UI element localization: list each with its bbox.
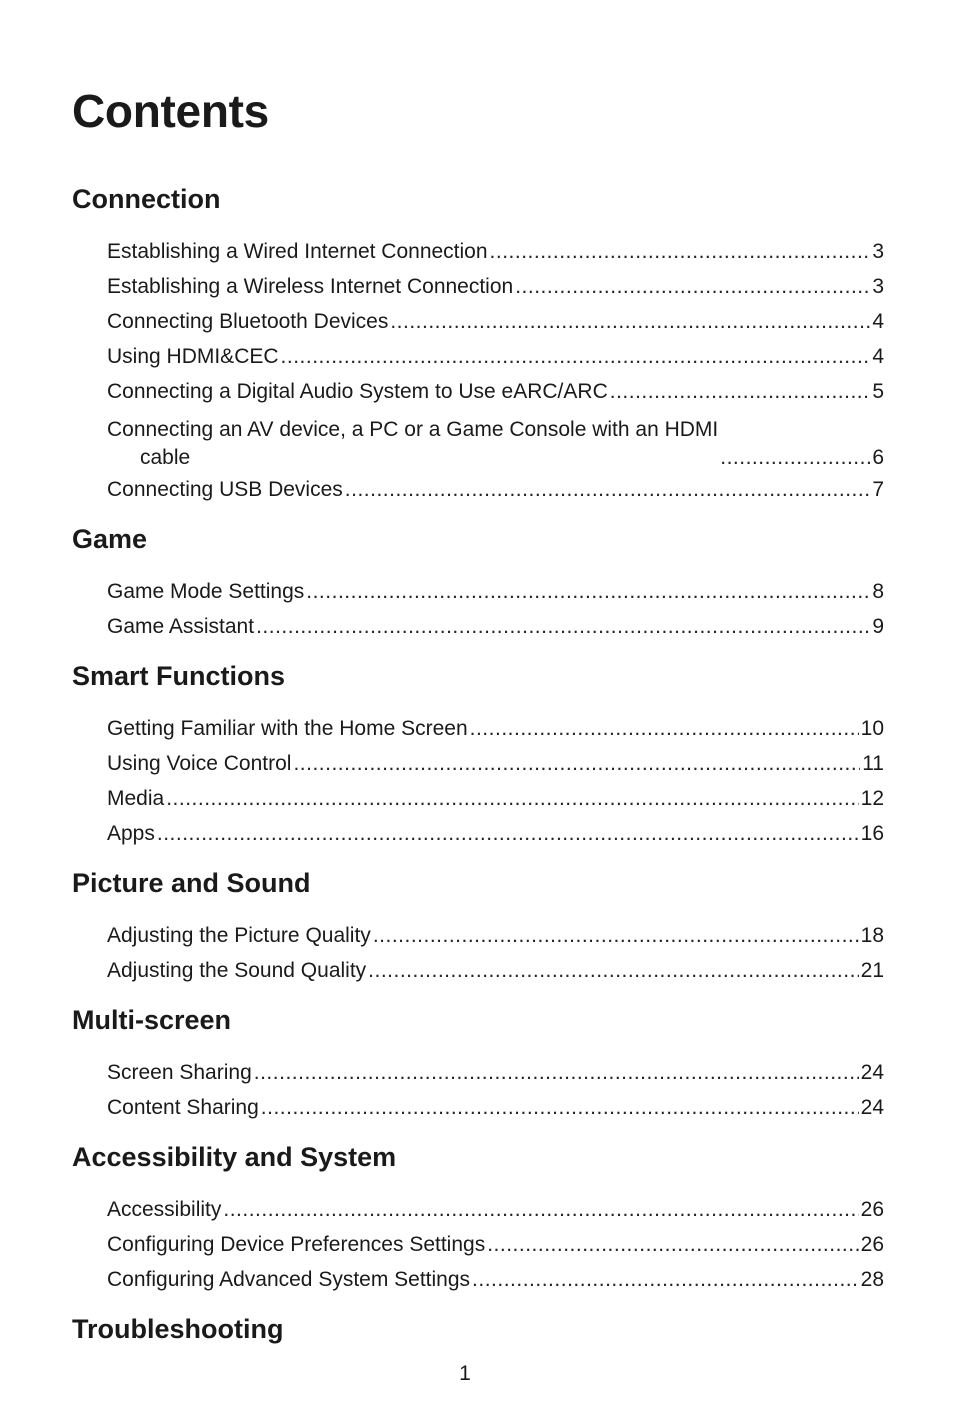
section-title: Troubleshooting [72,1314,284,1344]
section-title: Multi-screen [72,1005,232,1035]
dot-leader [470,711,859,746]
toc-entry-page: 26 [860,1198,884,1221]
toc-section [72,180,884,507]
section-gap [72,988,884,1001]
toc-entry[interactable] [107,609,884,644]
page-number: 1 [459,1362,471,1385]
toc-entry-page: 5 [872,380,884,403]
section-title: Game [72,524,148,554]
toc-section [72,657,884,851]
dot-leader [720,444,870,472]
dot-leader [472,1262,859,1297]
toc-entry[interactable] [107,339,884,374]
dot-leader [166,781,858,816]
toc-entry-page: 9 [872,615,884,638]
dot-leader [515,269,870,304]
section-title: Accessibility and System [72,1142,397,1172]
toc-entry[interactable] [107,1262,884,1297]
dot-leader [487,1227,858,1262]
toc-entry-page: 24 [860,1061,884,1084]
toc-entry-label: Configuring Advanced System Settings [107,1268,471,1291]
toc-section [72,864,884,988]
table-of-contents [72,180,884,1364]
toc-entry-page: 6 [872,446,884,469]
toc-entry[interactable] [107,711,884,746]
dot-leader [256,609,870,644]
toc-entry[interactable] [107,234,884,269]
section-gap [72,1125,884,1138]
toc-entry-page: 12 [860,787,884,810]
toc-entry-label: Connecting Bluetooth Devices [107,310,389,333]
toc-entry[interactable] [107,1055,884,1090]
section-gap [72,851,884,864]
dot-leader [390,304,870,339]
toc-entry[interactable] [107,1227,884,1262]
toc-entry-page: 3 [872,240,884,263]
page-title: Contents [72,85,269,137]
toc-entry-label: Game Assistant [107,615,255,638]
toc-entry-page: 28 [860,1268,884,1291]
section-gap [72,1297,884,1310]
toc-entry-label: Using Voice Control [107,752,292,775]
toc-entry-label: Establishing a Wired Internet Connection [107,240,488,263]
toc-entry-page: 10 [860,717,884,740]
toc-entry-page: 24 [860,1096,884,1119]
toc-entry[interactable] [107,574,884,609]
toc-section [72,1001,884,1125]
dot-leader [281,339,871,374]
dot-leader [254,1055,859,1090]
toc-entry[interactable] [107,374,884,409]
section-gap [72,507,884,520]
dot-leader [293,746,860,781]
toc-entry-label-line: Connecting an AV device, a PC or a Game Console with an HDMI [107,418,719,441]
toc-entry-label-continuation: cable [140,446,191,469]
toc-entry-label: Screen Sharing [107,1061,252,1084]
toc-entry-label: Media [107,787,165,810]
section-title: Connection [72,184,221,214]
toc-section [72,1138,884,1297]
dot-leader [345,472,871,507]
toc-entry[interactable] [107,1192,884,1227]
dot-leader [223,1192,858,1227]
toc-entry[interactable] [107,781,884,816]
toc-entry-page: 8 [872,580,884,603]
toc-entry-label: Apps [107,822,155,845]
toc-entry-label: Adjusting the Sound Quality [107,959,367,982]
toc-entry-label: Using HDMI&CEC [107,345,279,368]
toc-entry[interactable] [107,1090,884,1125]
toc-section [72,520,884,644]
section-gap [72,644,884,657]
dot-leader [610,374,871,409]
toc-entry-page: 26 [860,1233,884,1256]
toc-entry-page: 4 [872,310,884,333]
toc-section [72,1310,884,1348]
dot-leader [306,574,870,609]
toc-entry-label: Getting Familiar with the Home Screen [107,717,468,740]
toc-entry-label: Establishing a Wireless Internet Connection [107,275,514,298]
toc-entry[interactable] [107,746,884,781]
dot-leader [261,1090,859,1125]
toc-entry-page: 18 [860,924,884,947]
toc-entry-label: Connecting a Digital Audio System to Use eARC/ARC [107,380,608,403]
toc-entry-label: Accessibility [107,1198,222,1221]
toc-entry[interactable] [107,816,884,851]
dot-leader [368,953,858,988]
toc-entry-page: 7 [872,478,884,501]
toc-entry[interactable] [107,269,884,304]
dot-leader [490,234,871,269]
toc-entry[interactable] [107,918,884,953]
toc-entry-page: 4 [872,345,884,368]
toc-entry-page: 3 [872,275,884,298]
toc-entry-label [107,416,718,472]
dot-leader [157,816,859,851]
toc-entry-label: Connecting USB Devices [107,478,343,501]
toc-entry-label: Content Sharing [107,1096,259,1119]
toc-entry[interactable] [107,304,884,339]
toc-entry-label: Adjusting the Picture Quality [107,924,371,947]
section-title: Picture and Sound [72,868,311,898]
toc-entry[interactable] [107,953,884,988]
toc-entry-label: Configuring Device Preferences Settings [107,1233,486,1256]
toc-entry-page: 11 [862,752,884,775]
section-title: Smart Functions [72,661,286,691]
toc-entry-page: 21 [860,959,884,982]
toc-entry-label: Game Mode Settings [107,580,305,603]
dot-leader [373,918,859,953]
toc-entry[interactable] [107,409,884,472]
toc-entry-page: 16 [860,822,884,845]
toc-entry[interactable] [107,472,884,507]
